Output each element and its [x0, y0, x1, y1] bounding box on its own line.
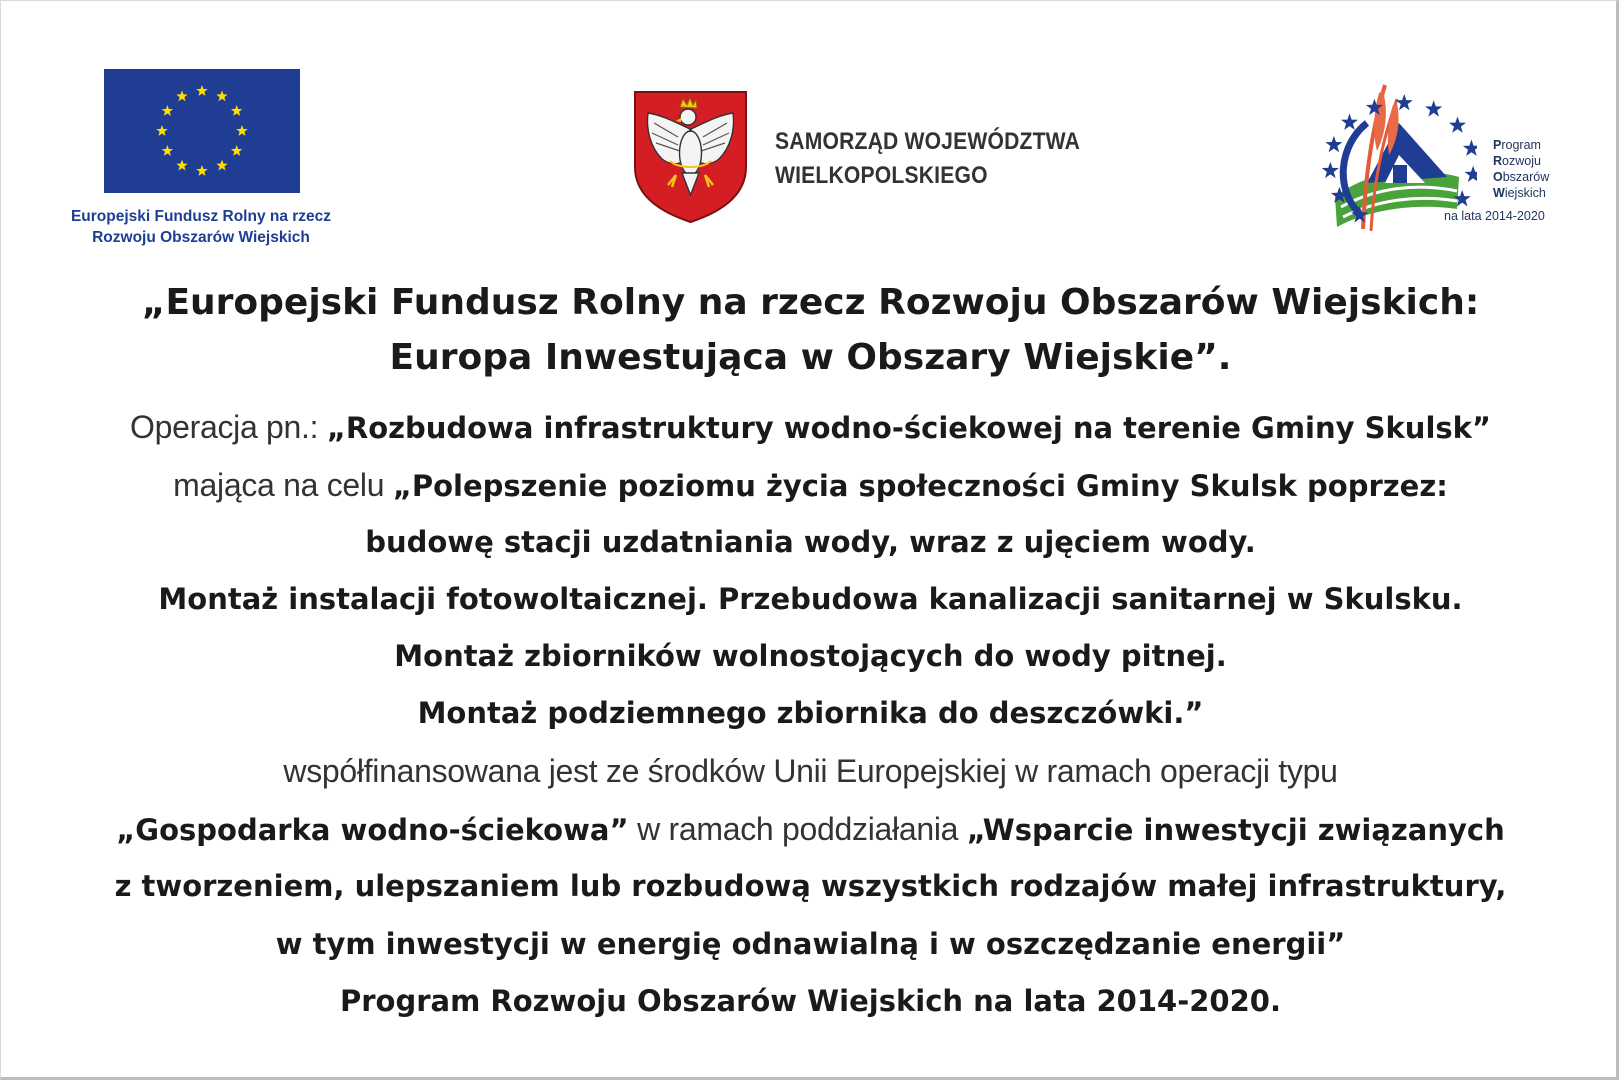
goal-text-1: „Polepszenie poziomu życia społeczności Gminy Skulsk poprzez: — [392, 469, 1448, 503]
prow-line-4-cap: W — [1493, 186, 1505, 200]
prow-line-3-cap: O — [1493, 170, 1503, 184]
operation-name: „Rozbudowa infrastruktury wodno-ściekowej na terenie Gminy Skulsk” — [326, 411, 1491, 445]
prow-line-1-rest: rogram — [1501, 138, 1541, 152]
prow-years: na lata 2014-2020 — [1444, 209, 1545, 223]
title-line-1: „Europejski Fundusz Rolny na rzecz Rozwoju Obszarów Wiejskich: — [141, 282, 1480, 323]
eu-fund-caption — [51, 206, 351, 248]
cofinancing-text: współfinansowana jest ze środków Unii Europejskiej w ramach operacji typu — [283, 753, 1338, 789]
prow-star-icon — [1465, 166, 1477, 182]
prow-line-3-rest: bszarów — [1502, 170, 1550, 184]
eu-flag-icon — [104, 69, 300, 193]
operation-type: „Gospodarka wodno-ściekowa” — [116, 813, 629, 847]
prow-line-2-cap: R — [1493, 154, 1503, 168]
prow-line-4-rest: iejskich — [1504, 186, 1546, 200]
subaction-line-3: w tym inwestycji w energię odnawialną i w oszczędzanie energii” — [275, 927, 1346, 961]
prow-star-icon — [1322, 162, 1339, 178]
eu-caption-line-1: Europejski Fundusz Rolny na rzecz — [70, 208, 332, 225]
prow-line-2 — [1493, 153, 1549, 169]
prow-star-icon — [1396, 94, 1413, 110]
prow-star-icon — [1325, 136, 1342, 152]
goal-line-5: Montaż podziemnego zbiornika do deszczówki.” — [417, 696, 1204, 730]
title-line-2: Europa Inwestująca w Obszary Wiejskie”. — [389, 337, 1232, 378]
prow-star-icon — [1425, 100, 1442, 116]
eu-caption-line-2: Rozwoju Obszarów Wiejskich — [92, 229, 310, 246]
government-title-line-1: SAMORZĄD WOJEWÓDZTWA — [775, 128, 1081, 155]
goal-line-1 — [1, 467, 1619, 504]
prow-line-2-rest: ozwoju — [1502, 154, 1541, 168]
prow-program-name — [1493, 137, 1549, 201]
government-title-line-2: WIELKOPOLSKIEGO — [775, 162, 988, 189]
program-line: Program Rozwoju Obszarów Wiejskich na lata 2014-2020. — [340, 984, 1281, 1018]
subaction-text-1: „Wsparcie inwestycji związanych — [966, 813, 1505, 847]
prow-star-icon — [1463, 140, 1477, 156]
government-title — [775, 125, 1080, 193]
subaction-prefix: w ramach poddziałania — [628, 811, 967, 847]
prow-line-1-cap: P — [1493, 138, 1502, 152]
goal-line-3: Montaż instalacji fotowoltaicznej. Przebudowa kanalizacji sanitarnej w Skulsku. — [158, 582, 1463, 616]
operation-type-line — [1, 811, 1619, 848]
prow-line-3 — [1493, 169, 1549, 185]
prow-line-1 — [1493, 137, 1549, 153]
goal-prefix: mająca na celu — [173, 467, 393, 503]
operation-line — [1, 409, 1619, 446]
prow-star-icon — [1341, 114, 1358, 130]
goal-line-4: Montaż zbiorników wolnostojących do wody pitnej. — [394, 639, 1227, 673]
goal-line-2: budowę stacji uzdatniania wody, wraz z ujęciem wody. — [365, 525, 1256, 559]
cofinancing-line — [1, 753, 1619, 790]
prow-line-4 — [1493, 185, 1549, 201]
subaction-line-2: z tworzeniem, ulepszaniem lub rozbudową wszystkich rodzajów małej infrastruktury, — [114, 869, 1507, 903]
prow-star-icon — [1449, 116, 1466, 132]
operation-prefix: Operacja pn.: — [130, 409, 327, 445]
eagle-crest-icon — [632, 89, 749, 225]
